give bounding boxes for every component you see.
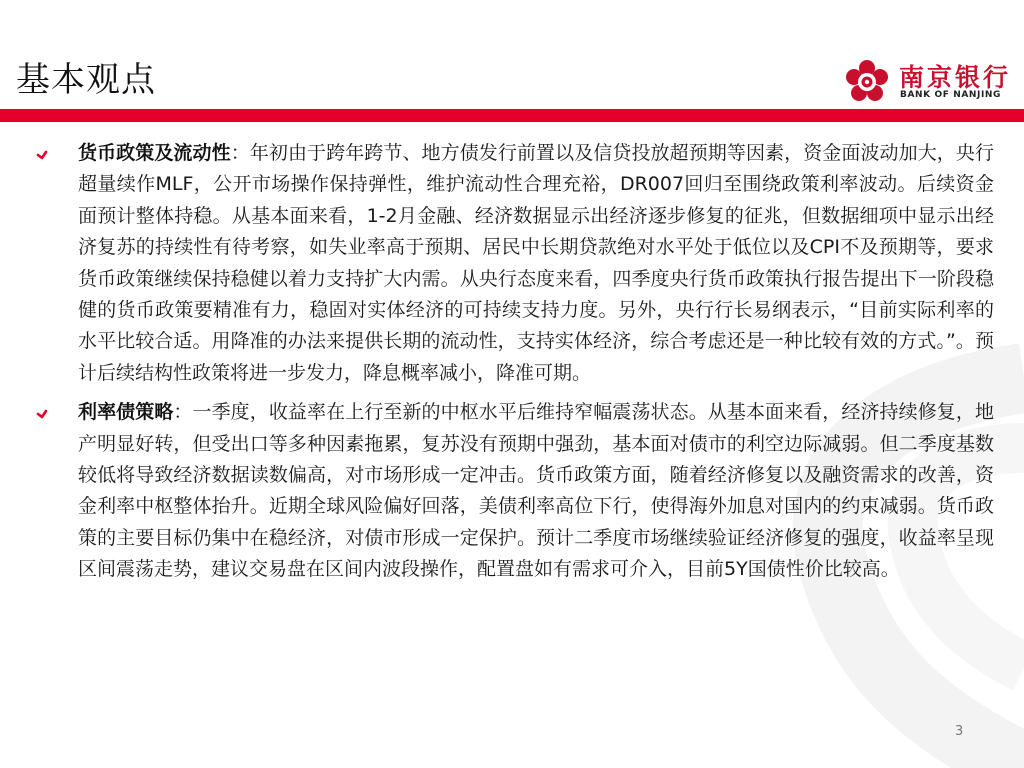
bullet-heading: 货币政策及流动性 [78, 142, 231, 164]
bullet-heading: 利率债策略 [78, 401, 174, 424]
header-divider [0, 109, 1024, 122]
slide-title: 基本观点 [16, 60, 156, 100]
bank-name-en: BANK OF NANJING [900, 90, 1002, 100]
bullet-icon [36, 148, 48, 160]
heading-colon: ： [230, 142, 250, 164]
bullet-text [78, 138, 994, 389]
bullet-rate-bond-strategy [36, 397, 994, 585]
bullet-text [78, 397, 994, 585]
bank-name-cn: 南京银行 [899, 63, 1012, 92]
bank-logo [843, 54, 1023, 106]
bullet-body: 年初由于跨年跨节、地方债发行前置以及信贷投放超预期等因素，资金面波动加大，央行超量续作MLF，公开市场操作保持弹性，维护流动性合理充裕，DR007回归至围绕政策利率波动。后续资金面预计整体持稳。从基本面来看，1-2月金融、经济数据显示出经济逐步修复的征兆，但数据细项中显示出经济复苏的持续性有待考察，如失业率高于预期、居民中长期贷款绝对水平处于低位以及CPI不及预期等，要求货币政策继续保持稳健以着力支持扩大内需。从央行态度来看，四季度央行货币政策执行报告提出下一阶段稳健的货币政策要精准有力，稳固对实体经济的可持续支持力度。另外，央行行长易纲表示，“目前实际利率的水平比较合适。用降准的办法来提供长期的流动性，支持实体经济，综合考虑还是一种比较有效的方式。”。预计后续结构性政策将进一步发力，降息概率减小，降准可期。 [78, 142, 994, 384]
bank-emblem-icon [843, 58, 891, 106]
page-number: 3 [955, 724, 964, 739]
content-area [36, 138, 994, 594]
bullet-icon [36, 407, 48, 419]
bullet-monetary-policy [36, 138, 994, 389]
heading-colon: ： [173, 401, 193, 424]
bullet-body: 一季度，收益率在上行至新的中枢水平后维持窄幅震荡状态。从基本面来看，经济持续修复，地产明显好转，但受出口等多种因素拖累，复苏没有预期中强劲，基本面对债市的利空边际减弱。但二季度基数较低将导致经济数据读数偏高，对市场形成一定冲击。货币政策方面，随着经济修复以及融资需求的改善，资金利率中枢整体抬升。近期全球风险偏好回落，美债利率高位下行，使得海外加息对国内的约束减弱。货币政策的主要目标仍集中在稳经济，对债市形成一定保护。预计二季度市场继续验证经济修复的强度，收益率呈现区间震荡走势，建议交易盘在区间内波段操作，配置盘如有需求可介入，目前5Y国债性价比较高。 [78, 401, 994, 581]
